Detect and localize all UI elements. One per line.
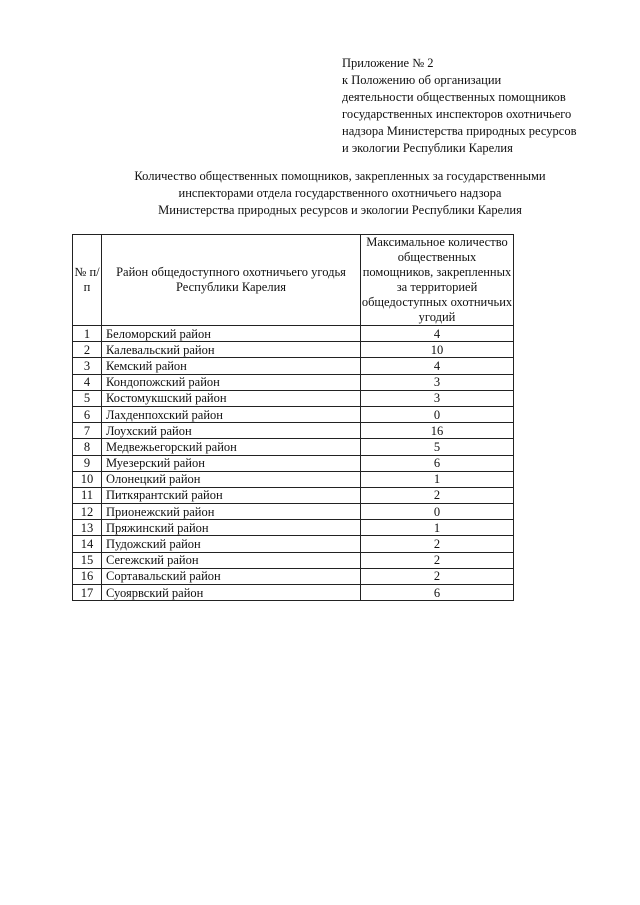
row-max-count: 5: [361, 439, 514, 455]
header-max-count: Максимальное количество общественных помощников, закрепленных за территорией общедоступных охотничьих угодий: [361, 235, 513, 324]
appendix-line: надзора Министерства природных ресурсов: [342, 124, 577, 138]
row-number: 14: [73, 536, 102, 552]
table-row: [73, 390, 514, 406]
row-max-count: 2: [361, 536, 514, 552]
appendix-line: государственных инспекторов охотничьего: [342, 107, 572, 121]
row-number: 15: [73, 552, 102, 568]
table-row: [73, 374, 514, 390]
row-max-count: 4: [361, 326, 514, 342]
appendix-line: к Положению об организации: [342, 73, 502, 87]
appendix-note: [342, 55, 632, 157]
table-row: [73, 536, 514, 552]
row-number: 17: [73, 585, 102, 601]
document-title: [60, 168, 620, 219]
table-row: [73, 568, 514, 584]
row-number: 16: [73, 568, 102, 584]
row-district: Прионежский район: [102, 504, 361, 520]
row-number: 2: [73, 342, 102, 358]
table-row: [73, 406, 514, 422]
row-number: 10: [73, 471, 102, 487]
table-row: [73, 585, 514, 601]
row-max-count: 1: [361, 520, 514, 536]
row-max-count: 4: [361, 358, 514, 374]
title-line: Количество общественных помощников, закрепленных за государственными: [134, 169, 546, 183]
row-district: Олонецкий район: [102, 471, 361, 487]
row-district: Питкярантский район: [102, 487, 361, 503]
row-max-count: 1: [361, 471, 514, 487]
row-number: 6: [73, 406, 102, 422]
row-district: Медвежьегорский район: [102, 439, 361, 455]
row-number: 3: [73, 358, 102, 374]
table-row: [73, 358, 514, 374]
table-row: [73, 342, 514, 358]
appendix-line: деятельности общественных помощников: [342, 90, 566, 104]
row-max-count: 2: [361, 552, 514, 568]
row-district: Сортавальский район: [102, 568, 361, 584]
row-district: Беломорский район: [102, 326, 361, 342]
row-number: 12: [73, 504, 102, 520]
table-row: [73, 520, 514, 536]
row-number: 7: [73, 423, 102, 439]
row-max-count: 0: [361, 406, 514, 422]
row-district: Суоярвский район: [102, 585, 361, 601]
table-row: [73, 423, 514, 439]
row-max-count: 16: [361, 423, 514, 439]
table-row: [73, 439, 514, 455]
table-row: [73, 487, 514, 503]
row-max-count: 3: [361, 390, 514, 406]
table-row: [73, 455, 514, 471]
table-row: [73, 471, 514, 487]
row-district: Лоухский район: [102, 423, 361, 439]
row-district: Костомукшский район: [102, 390, 361, 406]
row-number: 1: [73, 326, 102, 342]
row-max-count: 3: [361, 374, 514, 390]
row-district: Кемский район: [102, 358, 361, 374]
row-max-count: 6: [361, 455, 514, 471]
row-district: Кондопожский район: [102, 374, 361, 390]
appendix-line: и экологии Республики Карелия: [342, 141, 513, 155]
row-number: 13: [73, 520, 102, 536]
table-row: [73, 552, 514, 568]
row-district: Калевальский район: [102, 342, 361, 358]
row-max-count: 10: [361, 342, 514, 358]
assistants-quota-table: [72, 234, 514, 601]
title-line: Министерства природных ресурсов и экологии Республики Карелия: [158, 203, 522, 217]
row-max-count: 2: [361, 568, 514, 584]
appendix-line: Приложение № 2: [342, 56, 434, 70]
table-row: [73, 326, 514, 342]
row-number: 5: [73, 390, 102, 406]
table-row: [73, 504, 514, 520]
table-body: [73, 326, 514, 601]
header-number: № п/п: [73, 235, 102, 326]
row-number: 9: [73, 455, 102, 471]
row-max-count: 6: [361, 585, 514, 601]
row-number: 11: [73, 487, 102, 503]
row-district: Лахденпохский район: [102, 406, 361, 422]
row-district: Пряжинский район: [102, 520, 361, 536]
row-number: 4: [73, 374, 102, 390]
row-district: Муезерский район: [102, 455, 361, 471]
header-district: Район общедоступного охотничьего угодья Республики Карелия: [102, 235, 361, 326]
table-header-row: [73, 235, 514, 326]
row-number: 8: [73, 439, 102, 455]
row-max-count: 2: [361, 487, 514, 503]
title-line: инспекторами отдела государственного охотничьего надзора: [178, 186, 502, 200]
row-district: Пудожский район: [102, 536, 361, 552]
row-max-count: 0: [361, 504, 514, 520]
row-district: Сегежский район: [102, 552, 361, 568]
